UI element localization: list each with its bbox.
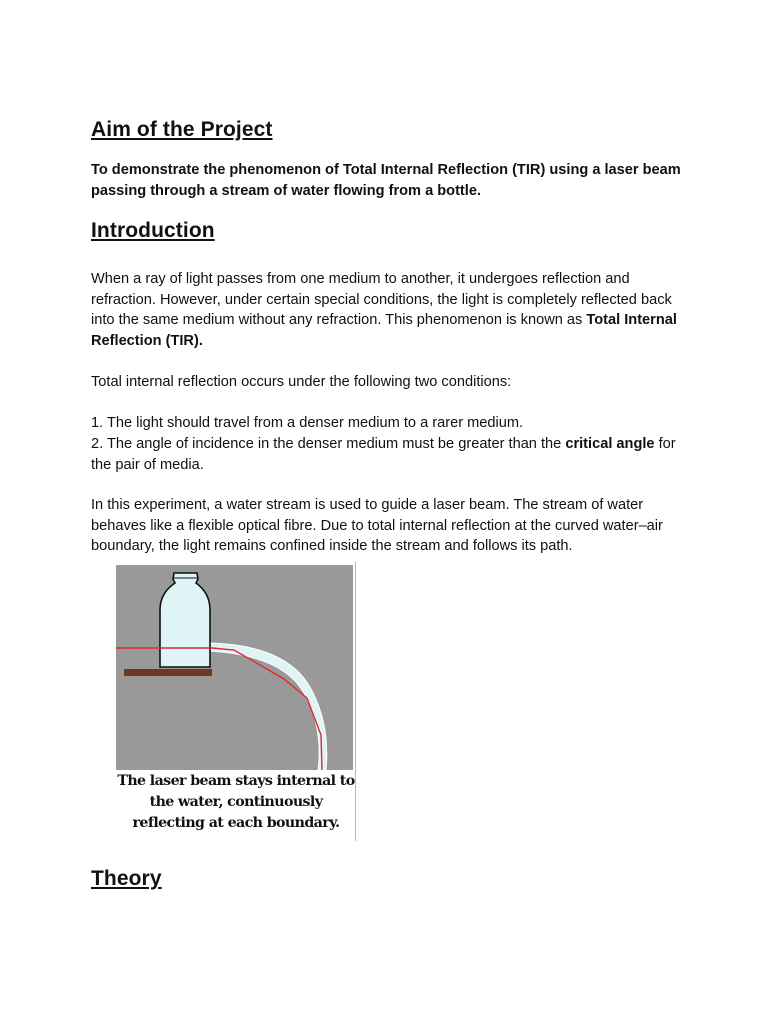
intro-paragraph-2: Total internal reflection occurs under the following two conditions: — [91, 374, 512, 390]
condition-2 — [91, 434, 681, 475]
intro-paragraph-1 — [91, 269, 681, 351]
condition-2-text: 2. The angle of incidence in the denser medium must be greater than the — [91, 436, 562, 452]
caption-line-1: The laser beam stays internal to — [117, 773, 355, 789]
figure-caption — [116, 771, 356, 833]
intro-paragraph-3: In this experiment, a water stream is used to guide a laser beam. The stream of water behaves like a flexible optical fibre. Due to total internal reflection at the curved water–air boundary, the light remains confined inside the stream and follows its path. — [91, 497, 663, 554]
introduction-heading: Introduction — [91, 219, 215, 242]
theory-heading: Theory — [91, 867, 162, 890]
intro-paragraph-1-text: When a ray of light passes from one medium to another, it undergoes reflection and refraction. However, under certain special conditions, the light is completely reflected back into the same medium without any refraction. This phenomenon is known as — [91, 271, 672, 328]
critical-angle-term: critical angle — [565, 436, 655, 452]
figure-background — [116, 565, 353, 770]
condition-1: 1. The light should travel from a denser medium to a rarer medium. — [91, 415, 524, 431]
shelf — [124, 669, 212, 676]
caption-line-3: reflecting at each boundary. — [132, 814, 340, 831]
aim-text: To demonstrate the phenomenon of Total Internal Reflection (TIR) using a laser beam passing through a stream of water flowing from a bottle. — [91, 162, 681, 199]
aim-heading: Aim of the Project — [91, 118, 273, 141]
caption-line-2: the water, continuously — [149, 793, 323, 810]
tir-term: Total Internal Reflection (TIR). — [91, 312, 677, 349]
condition-2-end: for the pair of media. — [91, 436, 676, 473]
